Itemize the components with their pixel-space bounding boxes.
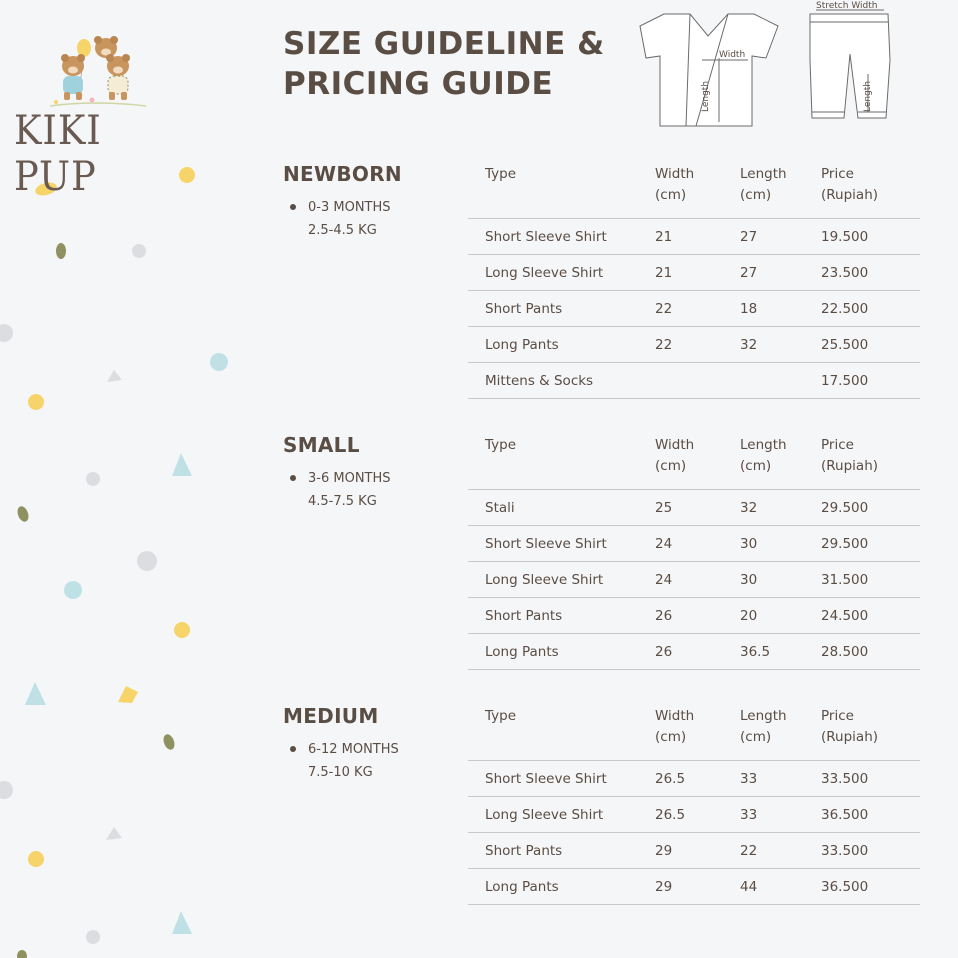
- pants-icon: [810, 10, 890, 118]
- cell-price: 19.500: [821, 219, 920, 255]
- confetti-dot: [56, 243, 66, 259]
- garment-measurement-diagram: [636, 0, 896, 135]
- weight-range: 7.5-10 KG: [308, 765, 373, 780]
- column-header-price: Price (Rupiah): [821, 162, 920, 219]
- confetti-dot: [0, 781, 13, 799]
- section-size-info: [283, 196, 391, 242]
- cell-type: Stali: [468, 490, 655, 526]
- age-range: 6-12 MONTHS: [308, 742, 399, 757]
- cell-price: 29.500: [821, 490, 920, 526]
- cell-width: 29: [655, 833, 740, 869]
- cell-type: Long Sleeve Shirt: [468, 255, 655, 291]
- section-title: NEWBORN: [283, 162, 402, 186]
- cell-price: 33.500: [821, 761, 920, 797]
- table-header-row: [468, 433, 920, 490]
- cell-type: Short Sleeve Shirt: [468, 526, 655, 562]
- column-header-length: Length (cm): [740, 704, 821, 761]
- cell-length: 27: [740, 219, 821, 255]
- cell-type: Long Pants: [468, 869, 655, 905]
- cell-price: 25.500: [821, 327, 920, 363]
- cell-price: 23.500: [821, 255, 920, 291]
- size-table: [468, 704, 920, 905]
- cell-width: 24: [655, 562, 740, 598]
- cell-price: 29.500: [821, 526, 920, 562]
- cell-type: Short Pants: [468, 291, 655, 327]
- cell-type: Short Sleeve Shirt: [468, 219, 655, 255]
- cell-price: 28.500: [821, 634, 920, 670]
- cell-length: 32: [740, 490, 821, 526]
- pants-stretch-width-label: Stretch Width: [816, 1, 878, 11]
- confetti-dot: [174, 622, 190, 638]
- cell-type: Short Pants: [468, 598, 655, 634]
- confetti-dot: [179, 167, 195, 183]
- confetti-dot: [210, 353, 228, 371]
- cell-width: 26: [655, 634, 740, 670]
- confetti-dot: [132, 244, 146, 258]
- confetti-dot: [16, 505, 31, 523]
- confetti-dot: [172, 911, 192, 934]
- cell-length: 33: [740, 761, 821, 797]
- section-title: SMALL: [283, 433, 360, 457]
- cell-length: 36.5: [740, 634, 821, 670]
- cell-length: 32: [740, 327, 821, 363]
- confetti-dot: [107, 370, 122, 382]
- cell-length: 18: [740, 291, 821, 327]
- column-header-length: Length (cm): [740, 162, 821, 219]
- cell-width: 26: [655, 598, 740, 634]
- cell-width: 22: [655, 327, 740, 363]
- confetti-dot: [86, 472, 100, 486]
- table-row: [468, 490, 920, 526]
- cell-width: 21: [655, 255, 740, 291]
- cell-length: 30: [740, 526, 821, 562]
- cell-length: 20: [740, 598, 821, 634]
- table-row: [468, 327, 920, 363]
- confetti-dot: [28, 851, 44, 867]
- column-header-type: Type: [468, 433, 655, 490]
- cell-width: [655, 363, 740, 399]
- section-size-info: [283, 467, 391, 513]
- confetti-dot: [0, 324, 13, 342]
- column-header-width: Width (cm): [655, 704, 740, 761]
- cell-length: [740, 363, 821, 399]
- weight-range: 2.5-4.5 KG: [308, 223, 377, 238]
- cell-width: 21: [655, 219, 740, 255]
- cell-length: 33: [740, 797, 821, 833]
- bear-mascots-icon: [50, 36, 150, 110]
- confetti-dot: [17, 950, 27, 958]
- age-range: 0-3 MONTHS: [308, 200, 391, 215]
- confetti-dot: [64, 581, 82, 599]
- cell-price: 31.500: [821, 562, 920, 598]
- column-header-type: Type: [468, 704, 655, 761]
- cell-type: Long Pants: [468, 327, 655, 363]
- confetti-dot: [137, 551, 157, 571]
- table-row: [468, 797, 920, 833]
- cell-price: 22.500: [821, 291, 920, 327]
- shirt-length-label: Length: [701, 80, 711, 112]
- cell-width: 24: [655, 526, 740, 562]
- table-row: [468, 219, 920, 255]
- column-header-length: Length (cm): [740, 433, 821, 490]
- cell-type: Long Pants: [468, 634, 655, 670]
- table-row: [468, 869, 920, 905]
- confetti-dot: [172, 453, 192, 476]
- cell-length: 22: [740, 833, 821, 869]
- bullet-dot: [290, 746, 296, 752]
- confetti-dot: [86, 930, 100, 944]
- cell-type: Mittens & Socks: [468, 363, 655, 399]
- cell-length: 44: [740, 869, 821, 905]
- cell-type: Long Sleeve Shirt: [468, 797, 655, 833]
- cell-price: 36.500: [821, 869, 920, 905]
- column-header-price: Price (Rupiah): [821, 433, 920, 490]
- age-range: 3-6 MONTHS: [308, 471, 391, 486]
- table-row: [468, 833, 920, 869]
- confetti-dot: [25, 682, 46, 705]
- cell-price: 24.500: [821, 598, 920, 634]
- column-header-type: Type: [468, 162, 655, 219]
- cell-price: 33.500: [821, 833, 920, 869]
- table-row: [468, 291, 920, 327]
- weight-range: 4.5-7.5 KG: [308, 494, 377, 509]
- cell-length: 30: [740, 562, 821, 598]
- table-row: [468, 363, 920, 399]
- bullet-dot: [290, 475, 296, 481]
- page-title: SIZE GUIDELINE & PRICING GUIDE: [283, 26, 605, 102]
- cell-type: Short Sleeve Shirt: [468, 761, 655, 797]
- column-header-width: Width (cm): [655, 162, 740, 219]
- pants-length-label: Length: [863, 80, 873, 112]
- cell-width: 25: [655, 490, 740, 526]
- shirt-width-label: Width: [719, 50, 746, 60]
- cell-width: 26.5: [655, 761, 740, 797]
- bullet-dot: [290, 204, 296, 210]
- cell-width: 22: [655, 291, 740, 327]
- column-header-price: Price (Rupiah): [821, 704, 920, 761]
- cell-type: Short Pants: [468, 833, 655, 869]
- table-row: [468, 634, 920, 670]
- confetti-dot: [162, 733, 177, 751]
- table-row: [468, 598, 920, 634]
- column-header-width: Width (cm): [655, 433, 740, 490]
- table-row: [468, 255, 920, 291]
- brand-name: KIKI PUP: [14, 108, 102, 200]
- section-size-info: [283, 738, 399, 784]
- cell-length: 27: [740, 255, 821, 291]
- table-header-row: [468, 704, 920, 761]
- cell-width: 29: [655, 869, 740, 905]
- table-row: [468, 562, 920, 598]
- cell-price: 36.500: [821, 797, 920, 833]
- brand-logo: [12, 36, 182, 200]
- cell-width: 26.5: [655, 797, 740, 833]
- cell-price: 17.500: [821, 363, 920, 399]
- confetti-dot: [118, 686, 138, 703]
- table-header-row: [468, 162, 920, 219]
- confetti-dot: [106, 827, 122, 840]
- size-table: [468, 433, 920, 670]
- cell-type: Long Sleeve Shirt: [468, 562, 655, 598]
- section-title: MEDIUM: [283, 704, 379, 728]
- table-row: [468, 526, 920, 562]
- table-row: [468, 761, 920, 797]
- confetti-dot: [28, 394, 44, 410]
- size-table: [468, 162, 920, 399]
